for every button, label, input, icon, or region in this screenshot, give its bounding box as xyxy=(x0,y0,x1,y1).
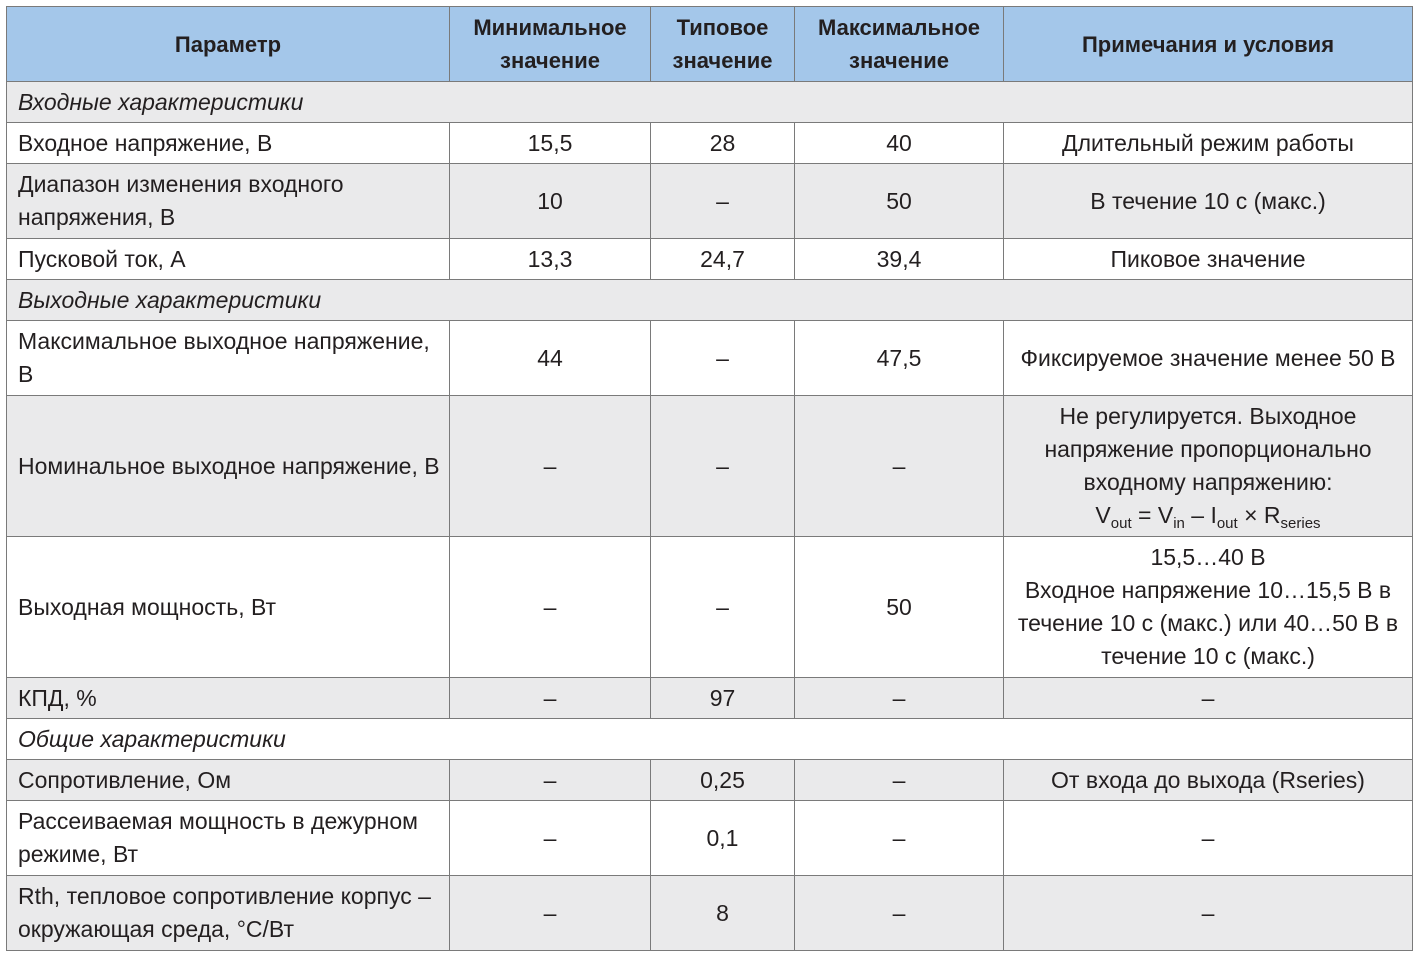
cell-max: 40 xyxy=(795,123,1004,164)
section-title-input: Входные характеристики xyxy=(7,82,1413,123)
cell-typ: – xyxy=(651,321,795,396)
cell-typ: – xyxy=(651,164,795,239)
cell-min: 44 xyxy=(450,321,651,396)
cell-min: – xyxy=(450,876,651,951)
cell-min: – xyxy=(450,678,651,719)
cell-max: – xyxy=(795,678,1004,719)
table-row-max-output-voltage xyxy=(7,321,1413,396)
cell-param: Максимальное выходное напряжение, В xyxy=(7,321,450,396)
formula-sub-in: in xyxy=(1173,515,1185,532)
cell-min: – xyxy=(450,396,651,537)
table-row-resistance xyxy=(7,760,1413,801)
cell-param: Rth, тепловое сопротивление корпус – окружающая среда, °С/Вт xyxy=(7,876,450,951)
header-min: Минимальное значение xyxy=(450,7,651,82)
cell-note: Длительный режим работы xyxy=(1004,123,1413,164)
formula-vin: V xyxy=(1157,502,1174,528)
table-row-nominal-output-voltage xyxy=(7,396,1413,537)
cell-note: От входа до выхода (Rseries) xyxy=(1004,760,1413,801)
cell-min: 13,3 xyxy=(450,239,651,280)
spec-table-container xyxy=(6,6,1413,951)
cell-typ: 97 xyxy=(651,678,795,719)
table-row-inrush-current xyxy=(7,239,1413,280)
cell-min: 15,5 xyxy=(450,123,651,164)
table-row-input-range xyxy=(7,164,1413,239)
cell-note: В течение 10 с (макс.) xyxy=(1004,164,1413,239)
header-max: Максимальное значение xyxy=(795,7,1004,82)
table-row-thermal-resistance xyxy=(7,876,1413,951)
formula-i: I xyxy=(1210,502,1217,528)
cell-typ: 24,7 xyxy=(651,239,795,280)
cell-min: – xyxy=(450,537,651,678)
cell-max: 50 xyxy=(795,537,1004,678)
cell-param: Пусковой ток, А xyxy=(7,239,450,280)
formula-sub-iout: out xyxy=(1216,515,1238,532)
note-line-2: Входное напряжение 10…15,5 В в течение 10 с (макс.) или 40…50 В в течение 10 с (макс.) xyxy=(1017,577,1399,669)
formula-r: R xyxy=(1263,502,1281,528)
formula-eq: = xyxy=(1131,502,1158,528)
cell-max: – xyxy=(795,801,1004,876)
cell-note xyxy=(1004,396,1413,537)
header-row xyxy=(7,7,1413,82)
cell-param: Сопротивление, Ом xyxy=(7,760,450,801)
cell-note xyxy=(1004,537,1413,678)
cell-note: Фиксируемое значение менее 50 В xyxy=(1004,321,1413,396)
cell-typ: 0,25 xyxy=(651,760,795,801)
section-row-input xyxy=(7,82,1413,123)
spec-table xyxy=(6,6,1413,951)
section-row-output xyxy=(7,280,1413,321)
formula-sub-series: series xyxy=(1280,515,1321,532)
table-row-standby-power xyxy=(7,801,1413,876)
cell-typ: 8 xyxy=(651,876,795,951)
cell-max: 50 xyxy=(795,164,1004,239)
cell-min: – xyxy=(450,801,651,876)
cell-min: 10 xyxy=(450,164,651,239)
cell-param: Выходная мощность, Вт xyxy=(7,537,450,678)
cell-note: – xyxy=(1004,876,1413,951)
note-line-1: 15,5…40 В xyxy=(1150,544,1266,570)
section-title-output: Выходные характеристики xyxy=(7,280,1413,321)
cell-param: КПД, % xyxy=(7,678,450,719)
cell-typ: – xyxy=(651,537,795,678)
table-body xyxy=(7,82,1413,951)
cell-typ: 28 xyxy=(651,123,795,164)
cell-max: – xyxy=(795,760,1004,801)
cell-note: – xyxy=(1004,678,1413,719)
cell-max: – xyxy=(795,876,1004,951)
cell-max: – xyxy=(795,396,1004,537)
section-row-general xyxy=(7,719,1413,760)
cell-param: Номинальное выходное напряжение, В xyxy=(7,396,450,537)
table-row-output-power xyxy=(7,537,1413,678)
cell-param: Входное напряжение, В xyxy=(7,123,450,164)
formula xyxy=(1095,502,1321,532)
cell-note: – xyxy=(1004,801,1413,876)
cell-max: 39,4 xyxy=(795,239,1004,280)
formula-minus: – xyxy=(1184,502,1211,528)
header-parameter: Параметр xyxy=(7,7,450,82)
table-row-efficiency xyxy=(7,678,1413,719)
cell-min: – xyxy=(450,760,651,801)
cell-param: Рассеиваемая мощность в дежурном режиме, Вт xyxy=(7,801,450,876)
cell-max: 47,5 xyxy=(795,321,1004,396)
header-typ: Типовое значение xyxy=(651,7,795,82)
cell-param: Диапазон изменения входного напряжения, В xyxy=(7,164,450,239)
cell-typ: 0,1 xyxy=(651,801,795,876)
note-text: Не регулируется. Выходное напряжение пропорционально входному напряжению: xyxy=(1044,403,1372,495)
formula-sub-out: out xyxy=(1110,515,1132,532)
table-row-input-voltage xyxy=(7,123,1413,164)
table-header xyxy=(7,7,1413,82)
section-title-general: Общие характеристики xyxy=(7,719,1413,760)
cell-note: Пиковое значение xyxy=(1004,239,1413,280)
header-notes: Примечания и условия xyxy=(1004,7,1413,82)
cell-typ: – xyxy=(651,396,795,537)
formula-times: × xyxy=(1237,502,1264,528)
formula-v: V xyxy=(1095,502,1111,528)
